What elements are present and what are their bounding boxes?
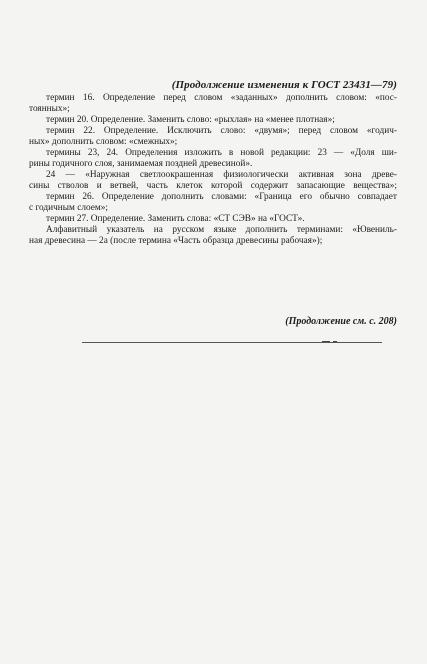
text-line: Алфавитный указатель на русском языке дополнить терминами: «Ювениль- <box>46 225 397 235</box>
separator-line <box>82 342 382 343</box>
text-line: термины 23, 24. Определения изложить в новой редакции: 23 — «Доля ши- <box>46 148 397 158</box>
text-line: тоянных»; <box>29 104 70 114</box>
continuation-footer: (Продолжение см. с. 208) <box>285 316 397 327</box>
continuation-header: (Продолжение изменения к ГОСТ 23431—79) <box>171 79 397 91</box>
text-line: термин 22. Определение. Исключить слово: «двумя»; перед словом «годич- <box>46 126 397 136</box>
text-line: термин 20. Определение. Заменить слово: «рыхлая» на «менее плотная»; <box>46 115 335 125</box>
text-line: ных» дополнить словом: «смежных»; <box>29 137 178 147</box>
text-line: рины годичного слоя, занимаемая поздней древесиной». <box>29 159 253 169</box>
text-line: 24 — «Наружная светлоокрашенная физиологически активная зона древе- <box>46 170 397 180</box>
text-line: термин 26. Определение дополнить словами: «Граница его обычно совпадает <box>46 192 397 202</box>
text-line: термин 27. Определение. Заменить слова: «СТ СЭВ» на «ГОСТ». <box>46 214 305 224</box>
text-line: термин 16. Определение перед словом «заданных» дополнить словом: «пос- <box>46 93 397 103</box>
separator-dash <box>333 341 337 342</box>
text-line: сины стволов и ветвей, часть клеток которой содержит запасающие вещества»; <box>29 181 397 191</box>
text-line: ная древесина — 2а (после термина «Часть образца древесины рабочая»); <box>29 236 323 246</box>
text-line: с годичным слоем»; <box>29 203 108 213</box>
separator-dash <box>322 341 330 342</box>
